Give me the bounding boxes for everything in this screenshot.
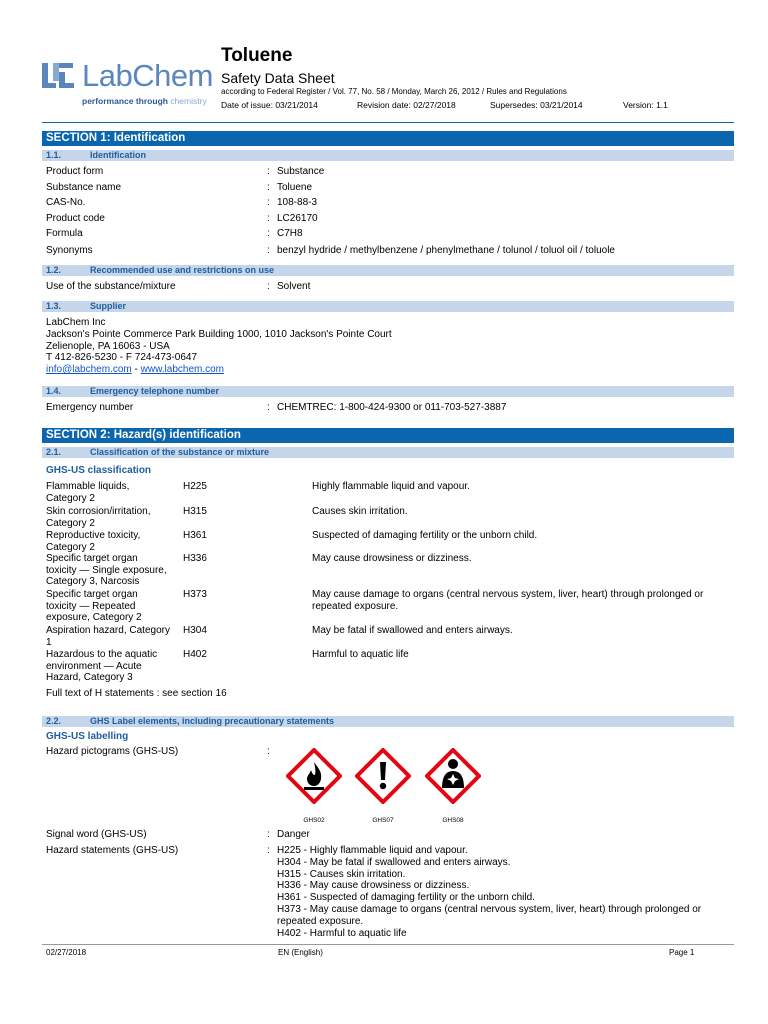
hazard-statement: H225 - Highly flammable liquid and vapour.	[277, 845, 468, 856]
document-header	[0, 0, 768, 122]
supersedes-date: Supersedes: 03/21/2014	[490, 100, 583, 110]
version: Version: 1.1	[623, 100, 668, 110]
pictogram-label: GHS08	[442, 817, 464, 824]
section-divider	[42, 122, 734, 123]
section-1-header: SECTION 1: Identification	[42, 131, 734, 146]
subsection-2-2: 2.2. GHS Label elements, including precautionary statements	[42, 716, 734, 727]
email-link[interactable]: info@labchem.com	[46, 364, 132, 375]
supplier-contacts: info@labchem.com - www.labchem.com	[46, 364, 224, 375]
website-link[interactable]: www.labchem.com	[140, 364, 224, 375]
document-subtitle: Safety Data Sheet	[221, 70, 335, 86]
subsection-1-4: 1.4. Emergency telephone number	[42, 386, 734, 397]
hazard-statements-list	[277, 845, 707, 939]
pictogram-label: GHS07	[372, 817, 394, 824]
ghs-classification-heading: GHS-US classification	[46, 465, 152, 476]
pictograms-row: Hazard pictograms (GHS-US) :	[46, 746, 270, 757]
hazard-statement: H304 - May be fatal if swallowed and enters airways.	[277, 856, 511, 868]
ghs-labelling-heading: GHS-US labelling	[46, 731, 129, 742]
hazard-statement: H336 - May cause drowsiness or dizziness.	[277, 880, 470, 892]
regulation-line: according to Federal Register / Vol. 77, No. 58 / Monday, March 26, 2012 / Rules and Regulations	[221, 87, 567, 96]
pictogram-label: GHS02	[303, 817, 325, 824]
brand-name: LabChem	[82, 58, 213, 93]
hazard-statement: H315 - Causes skin irritation.	[277, 868, 406, 880]
document-title: Toluene	[221, 45, 293, 66]
issue-date: Date of issue: 03/21/2014	[221, 100, 318, 110]
supplier-name: LabChem Inc	[46, 317, 106, 328]
full-text-note: Full text of H statements : see section 16	[46, 688, 227, 699]
ident-row: Formula : C7H8	[46, 228, 303, 239]
health-hazard-icon	[425, 748, 481, 804]
labchem-logo-mark-icon	[42, 60, 78, 92]
section-2-header: SECTION 2: Hazard(s) identification	[42, 428, 734, 443]
footer-date: 02/27/2018	[46, 948, 87, 957]
hazard-statements-row: Hazard statements (GHS-US) :	[46, 845, 270, 856]
hazard-statement: H402 - Harmful to aquatic life	[277, 927, 407, 939]
subsection-1-1: 1.1. Identification	[42, 150, 734, 161]
hazard-statement: H361 - Suspected of damaging fertility or the unborn child.	[277, 892, 535, 904]
emergency-row: Emergency number : CHEMTREC: 1-800-424-9300 or 011-703-527-3887	[46, 402, 507, 413]
footer-page-number: Page 1	[669, 948, 695, 957]
use-row: Use of the substance/mixture : Solvent	[46, 281, 311, 292]
supplier-address: Jackson's Pointe Commerce Park Building 1000, 1010 Jackson's Pointe Court	[46, 329, 392, 340]
footer-divider	[42, 944, 734, 945]
ident-row: Substance name : Toluene	[46, 182, 313, 193]
exclamation-icon	[355, 748, 411, 804]
labchem-logo	[42, 58, 222, 108]
flame-icon	[286, 748, 342, 804]
subsection-2-1: 2.1. Classification of the substance or mixture	[42, 447, 734, 458]
ident-row: Product code : LC26170	[46, 213, 318, 224]
revision-date: Revision date: 02/27/2018	[357, 100, 456, 110]
ident-row: CAS-No. : 108-88-3	[46, 197, 318, 208]
subsection-1-2: 1.2. Recommended use and restrictions on use	[42, 265, 734, 276]
supplier-phone: T 412-826-5230 - F 724-473-0647	[46, 352, 198, 363]
subsection-1-3: 1.3. Supplier	[42, 301, 734, 312]
signal-word-row: Signal word (GHS-US) : Danger	[46, 829, 310, 840]
supplier-city: Zelienople, PA 16063 - USA	[46, 341, 170, 352]
footer-language: EN (English)	[278, 948, 323, 957]
ident-row: Synonyms : benzyl hydride / methylbenzene / phenylmethane / tolunol / toluol oil / toluole	[46, 245, 615, 256]
ident-row: Product form : Substance	[46, 166, 325, 177]
hazard-statement: H373 - May cause damage to organs (central nervous system, liver, heart) through prolonged or repeated exposure.	[277, 903, 702, 927]
brand-tagline: performance through chemistry	[82, 96, 207, 106]
